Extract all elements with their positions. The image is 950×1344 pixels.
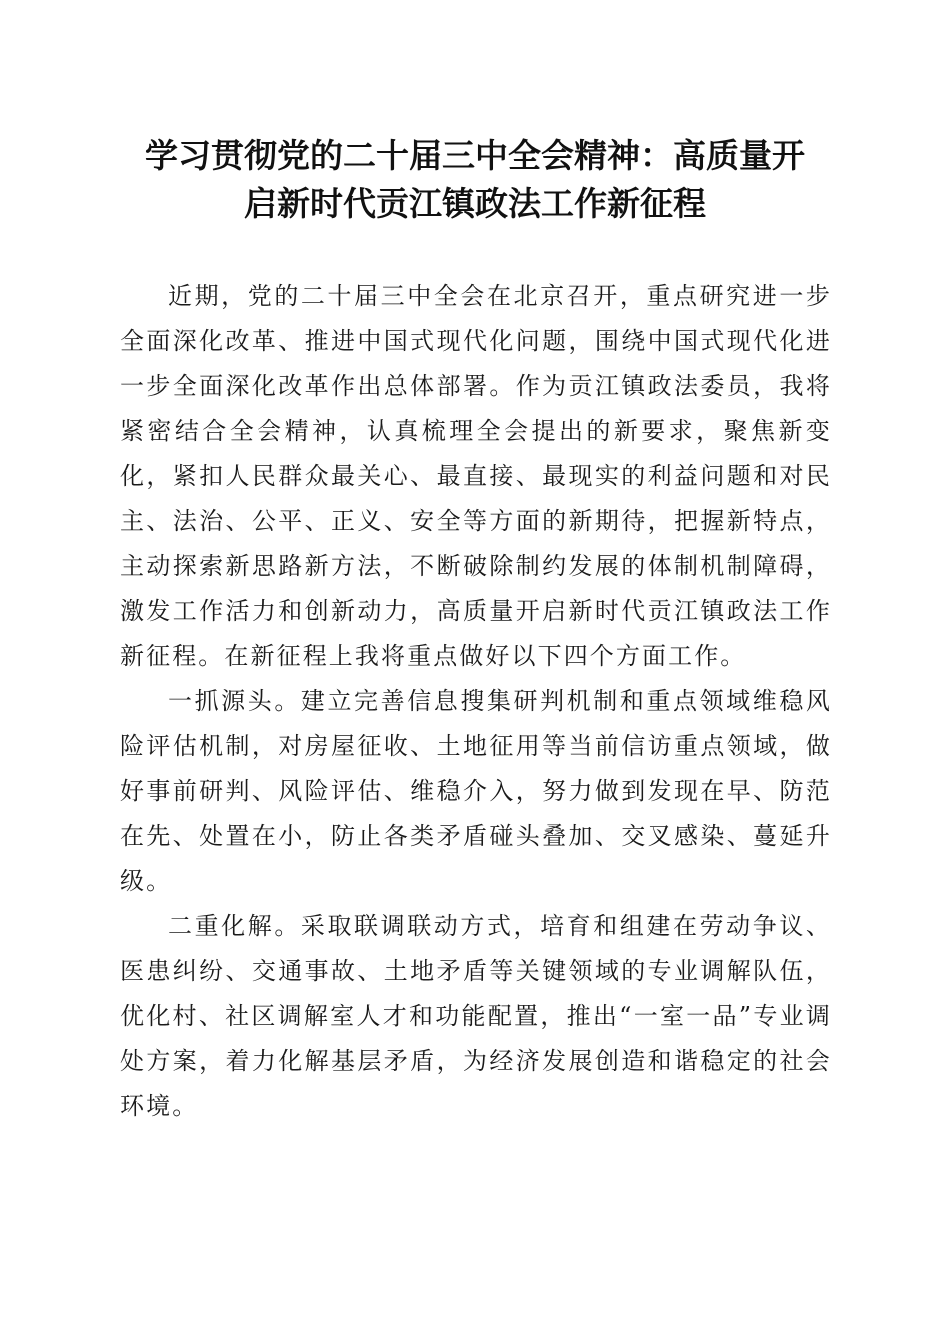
document-body	[120, 274, 832, 1129]
title-line-2: 启新时代贡江镇政法工作新征程	[244, 184, 706, 223]
paragraph-source-control: 一抓源头。建立完善信息搜集研判机制和重点领域维稳风险评估机制，对房屋征收、土地征用等当前信访重点领域，做好事前研判、风险评估、维稳介入，努力做到发现在早、防范在先、处置在小，防止各类矛盾碰头叠加、交叉感染、蔓延升级。	[120, 687, 832, 895]
paragraph-intro: 近期，党的二十届三中全会在北京召开，重点研究进一步全面深化改革、推进中国式现代化问题，围绕中国式现代化进一步全面深化改革作出总体部署。作为贡江镇政法委员，我将紧密结合全会精神，认真梳理全会提出的新要求，聚焦新变化，紧扣人民群众最关心、最直接、最现实的利益问题和对民主、法治、公平、正义、安全等方面的新期待，把握新特点，主动探索新思路新方法，不断破除制约发展的体制机制障碍，激发工作活力和创新动力，高质量开启新时代贡江镇政法工作新征程。在新征程上我将重点做好以下四个方面工作。	[120, 282, 832, 670]
paragraph-resolution: 二重化解。采取联调联动方式，培育和组建在劳动争议、医患纠纷、交通事故、土地矛盾等关键领域的专业调解队伍，优化村、社区调解室人才和功能配置，推出“一室一品”专业调处方案，着力化解基层矛盾，为经济发展创造和谐稳定的社会环境。	[120, 912, 832, 1120]
document-title	[100, 132, 850, 228]
title-line-1: 学习贯彻党的二十届三中全会精神：高质量开	[145, 136, 805, 175]
